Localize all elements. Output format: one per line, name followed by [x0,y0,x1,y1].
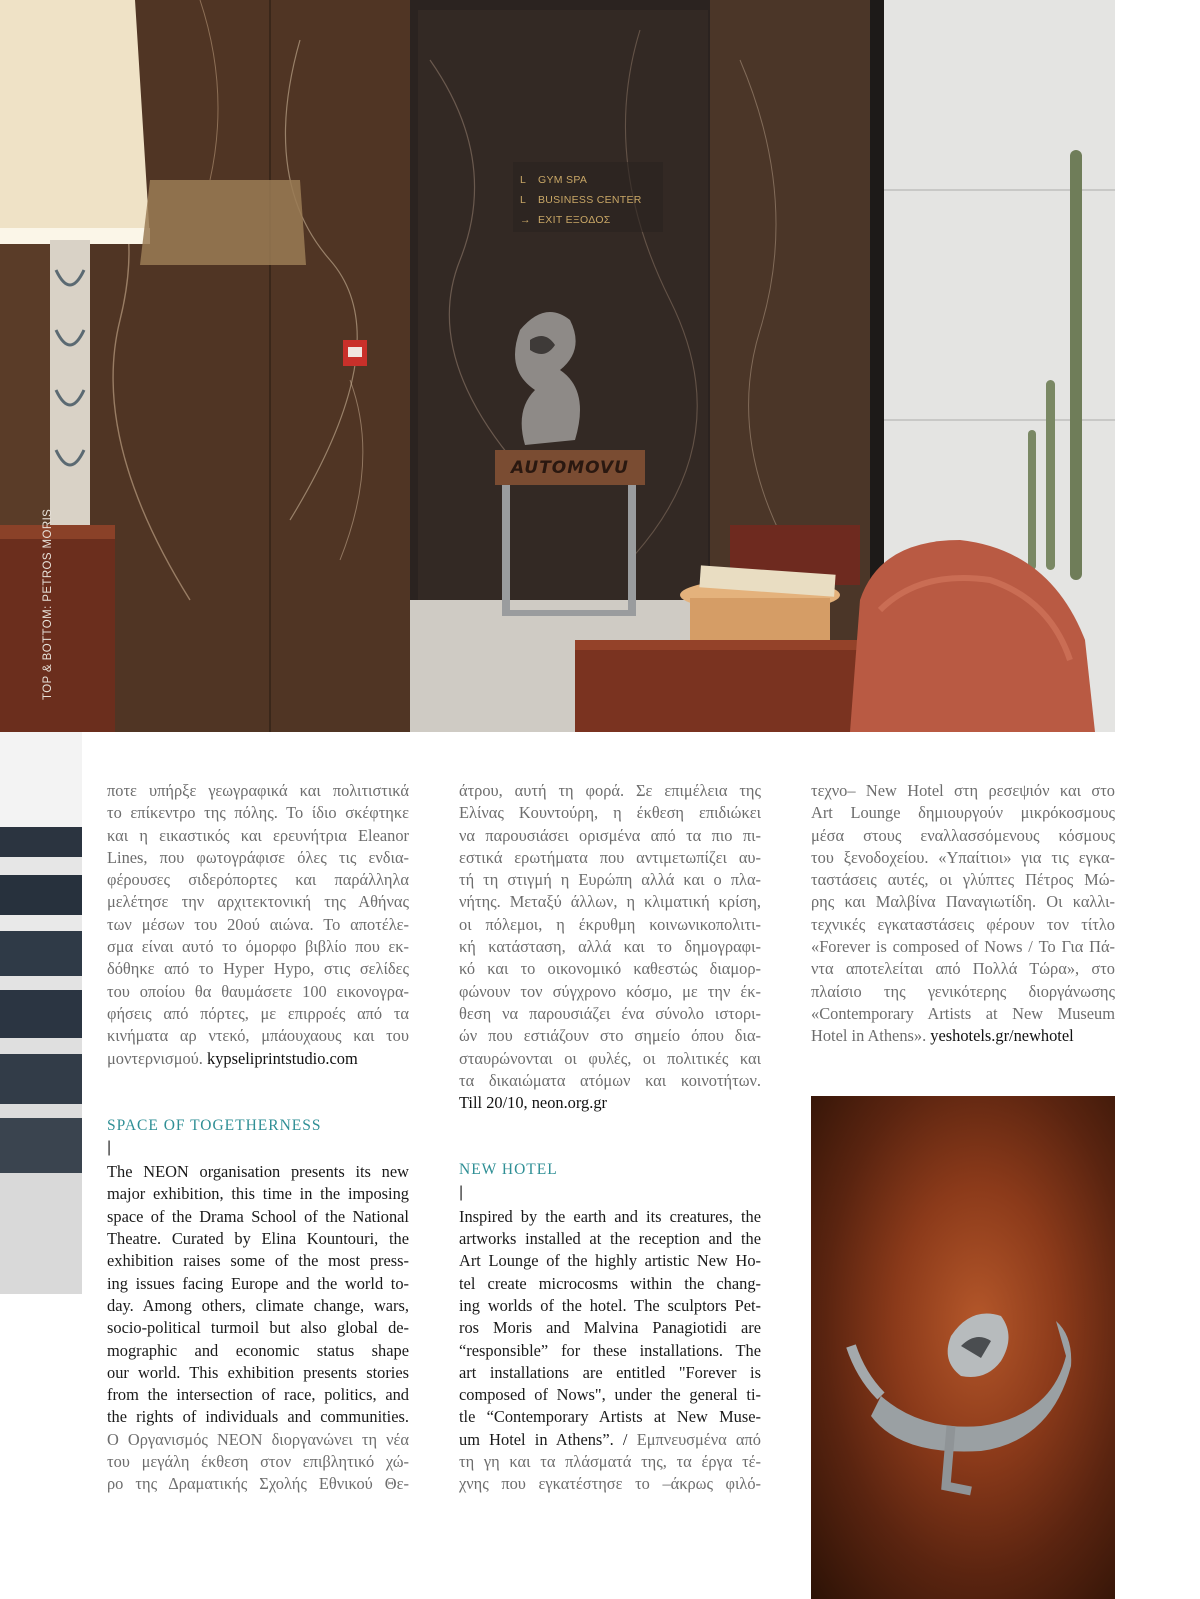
plinth-lettering: AUTOMOVU [511,458,629,478]
text-line: κή κατάσταση, αλλά και το δημογραφι- [459,937,761,957]
sculpture-illustration [811,1096,1115,1599]
text-line: ντα αποτελείται από Πολλά Τώρα», στο [811,959,1115,979]
text-line: κό και το οικονομικό καθεστώς διαμορ- [459,959,761,979]
text-line: να παρουσιάσει ορισμένα από τα πιο πι- [459,825,761,845]
text-column-2 [459,780,761,1496]
text-line: ing worlds of the hotel. The sculptors Pet- [459,1295,761,1315]
sign-arrow-icon: → [520,214,531,226]
text-line: mographic and economic status shape [107,1340,409,1360]
greek-paragraph [107,1429,409,1496]
greek-paragraph [107,780,409,1070]
text-line: ταστάσεις αυτές, οι γλύπτες Πέτρος Μώ- [811,870,1115,890]
website-link[interactable]: yeshotels.gr/newhotel [930,1026,1074,1046]
english-paragraph [459,1206,761,1451]
text-line: μελέτησε την αρχιτεκτονική της Αθήνας [107,892,409,912]
exhibition-info-link[interactable]: Till 20/10, neon.org.gr [459,1093,607,1113]
section-heading: SPACE OF TOGETHERNESS [107,1116,322,1134]
hotel-direction-sign [520,170,642,230]
text-line: τή τη στιγμή η Ευρώπη αλλά και ο πλα- [459,870,761,890]
text-line: our world. This exhibition presents stories [107,1362,409,1382]
text-fragment: um Hotel in Athens”. / [459,1429,628,1449]
text-line: ros Moris and Malvina Panagiotidi are [459,1318,761,1338]
text-line: Ελίνας Κουντούρη, η έκθεση επιδιώκει [459,803,761,823]
sign-text: EXIT ΕΞΟΔΟΣ [538,214,611,226]
photo-credit: TOP & BOTTOM: PETROS MORIS [42,508,54,700]
text-line: νήτης. Μεταξύ άλλων, η κλιματική κρίση, [459,892,761,912]
text-line: artworks installed at the reception and the [459,1229,761,1249]
text-line: Inspired by the earth and its creatures, the [459,1206,761,1226]
text-line: exhibition raises some of the most press- [107,1251,409,1271]
heading-divider: | [107,1139,112,1157]
text-line: tle “Contemporary Artists at New Muse- [459,1407,761,1427]
text-line: σταυρώνονται οι φυλές, οι πολιτικές και [459,1048,761,1068]
greek-paragraph [811,780,1115,1048]
sign-arrow-icon: L [520,174,527,186]
text-fragment: Εμπνευσμένα από [636,1429,761,1449]
text-line: from the intersection of race, politics, and [107,1385,409,1405]
text-line: φέρουσες σιδερόπορτες και παράλληλα [107,870,409,890]
heading-divider: | [459,1183,464,1201]
text-line: Theatre. Curated by Elina Kountouri, the [107,1229,409,1249]
text-line: Lines, που φωτογράφισε όλες τις ενδια- [107,847,409,867]
text-column-3 [811,780,1115,1048]
text-line: πλαίσιο της γενικότερης διοργάνωσης [811,981,1115,1001]
text-line: φήσεις από πόρτες, με επιρροές από τα [107,1003,409,1023]
stairs-illustration [0,732,82,1294]
website-link[interactable]: kypseliprintstudio.com [207,1048,358,1068]
text-line: the rights of individuals and communities. [107,1407,409,1427]
text-line: μέσα στους εναλλασσόμενους κόσμους [811,825,1115,845]
text-line: θεση να παρουσιάζει ένα σύνολο ιστορι- [459,1003,761,1023]
sign-row [520,170,642,190]
text-line: «Contemporary Artists at New Museum [811,1003,1115,1023]
text-line: χνης που εγκατέστησε το –άκρως φιλό- [459,1474,761,1494]
text-line: socio-political turmoil but also global de- [107,1318,409,1338]
text-line: Art Lounge of the highly artistic New Ho- [459,1251,761,1271]
text-line: composed of Nows", under the general ti- [459,1385,761,1405]
section-heading: NEW HOTEL [459,1161,558,1179]
text-line: “responsible” for these installations. The [459,1340,761,1360]
text-line: το επίκεντρο της πόλης. Το ίδιο σκέφτηκε [107,803,409,823]
text-line: δόθηκε από το Hyper Hypo, στις σελίδες [107,959,409,979]
sign-arrow-icon: L [520,194,527,206]
text-line: ών που εστιάζουν στο σημείο όπου δια- [459,1026,761,1046]
hotel-lobby-photo [0,0,1115,732]
text-line: ρης και Μαλβίνα Παναγιωτίδη. Οι καλλι- [811,892,1115,912]
text-line: «Forever is composed of Nows / Το Για Πά- [811,937,1115,957]
text-line: οι πόλεμοι, η έκρυθμη κοινωνικοπολιτι- [459,914,761,934]
text-line: φώνουν τον σύγχρονο κόσμο, με την έκ- [459,981,761,1001]
text-line: ρο της Δραματικής Σχολής Εθνικού Θε- [107,1474,409,1494]
text-line: space of the Drama School of the National [107,1206,409,1226]
text-column-1 [107,780,409,1496]
text-line: ing issues facing Europe and the world to- [107,1273,409,1293]
sign-text: BUSINESS CENTER [538,194,642,206]
text-line: τεχνικές εγκαταστάσεις φέρουν τον τίτλο [811,914,1115,934]
lobby-illustration [0,0,1115,732]
text-line: εστικά ερωτήματα που αντιμετωπίζει αυ- [459,847,761,867]
text-line: τα δικαιώματα ατόμων και κοινοτήτων. [459,1070,761,1090]
text-line: τεχνο– New Hotel στη ρεσεψιόν και στο [811,781,1115,800]
text-line: major exhibition, this time in the imposing [107,1184,409,1204]
text-line: του οποίου θα θαυμάσετε 100 εικονογρα- [107,981,409,1001]
english-paragraph [107,1161,409,1429]
text-line: day. Among others, climate change, wars, [107,1295,409,1315]
text-line: ποτε υπήρξε γεωγραφικά και πολιτιστικά [107,781,409,800]
greek-paragraph [459,1451,761,1496]
text-line: tel create microcosms within the chang- [459,1273,761,1293]
sign-row [520,210,642,230]
text-line: τη γη και τα πλάσματά της, τα έργα τέ- [459,1452,761,1472]
text-line: του μεγάλη έκθεση στον επιβλητικό χώ- [107,1452,409,1472]
text-line [811,1025,1115,1047]
text-line: The NEON organisation presents its new [107,1162,409,1182]
text-line: Art Lounge δημιουργούν μικρόκοσμους [811,803,1115,823]
text-line: σμα είναι αυτό το όμορφο βιβλίο που εκ- [107,937,409,957]
text-fragment: μοντερνισμού. [107,1048,203,1068]
sign-row [520,190,642,210]
sign-text: GYM SPA [538,174,588,186]
text-line [107,1048,409,1070]
text-line: άτρου, αυτή τη φορά. Σε επιμέλεια της [459,781,761,800]
stairs-photo [0,732,82,1294]
text-line: των μέσων του 20ού αιώνα. Το αποτέλε- [107,914,409,934]
text-fragment: Hotel in Athens». [811,1026,927,1046]
wall-sculpture-photo [811,1096,1115,1599]
text-line: του ξενοδοχείου. «Υπαίτιοι» για τις εγκα- [811,847,1115,867]
text-line: art installations are entitled "Forever is [459,1362,761,1382]
greek-paragraph [459,780,761,1092]
text-line: και η εικαστικός και ερευνήτρια Eleanor [107,825,409,845]
text-line [459,1429,761,1451]
text-line: κινήματα αρ ντεκό, μπάουχαους και του [107,1026,409,1046]
text-line: Ο Οργανισμός NEON διοργανώνει τη νέα [107,1429,409,1449]
